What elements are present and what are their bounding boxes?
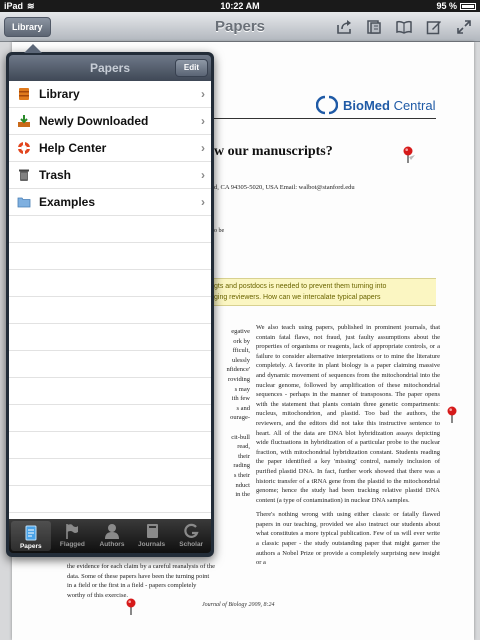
biomed-logo-mark: [316, 94, 338, 116]
list-item-label: Examples: [39, 195, 96, 209]
empty-row: [9, 270, 211, 297]
list-item-examples[interactable]: [9, 189, 211, 216]
battery-indicator: 95 %: [436, 0, 476, 12]
book-icon[interactable]: [394, 17, 414, 37]
text-fragment: read,: [237, 443, 250, 451]
collection-list: [9, 81, 211, 519]
text-fragment: cit-bull: [231, 433, 250, 441]
text-fragment: in the: [235, 491, 250, 499]
text-fragment: their: [238, 452, 250, 460]
tab-label: Scholar: [179, 541, 204, 548]
folder-icon: [17, 195, 31, 209]
toolbar-icons: [334, 17, 474, 37]
tab-papers[interactable]: [11, 521, 51, 551]
lifebuoy-icon: [17, 141, 31, 155]
list-item-help-center[interactable]: [9, 135, 211, 162]
tab-journals[interactable]: [132, 519, 172, 553]
text-fragment: nduct: [235, 481, 250, 489]
highlighted-passage[interactable]: [214, 278, 436, 306]
paragraph: We also teach using papers, published in prominent journals, that contain fatal flaws, not fraud, just faulty assumptions about the properties of organisms or reagents, lack of appropriate controls, or a failure to consider alternative interpretations or to mine the literature completely. A favorite in plant biology is a paper claiming massive and dynamic movement of sequences from the mitochondrial into the nuclear genome, followed by amplification of these mitochondrial sequences - perhaps in the manner of transposons. The paper opens with the statement that plants contain three genetic compartments: nucleus, mitochondrion, and plastid. Too bad the authors, the reviewers, and the editors did not take this instructive sentence to heart. All of the data are DNA blot hybridization assays depicting wide fluctuations in hybridization of a particular probe to the nuclear fraction, with mitochondrial hybridization constant. Students reading the paper identified a key 'missing' control, namely inclusion of purified plastid DNA. In fact, further work showed that there was a historic transfer of a tRNA gene from the plastid to the mitochondrial genome; hence the study had been tracking relative plastid DNA content (a type of contamination) in nuclear DNA samples.: [256, 324, 440, 504]
list-item-label: Newly Downloaded: [39, 114, 149, 128]
annotation-pin-icon[interactable]: [125, 598, 139, 616]
left-column-fragments: [214, 327, 250, 500]
list-item-label: Trash: [39, 168, 72, 182]
text-fragment: ork by: [233, 337, 250, 345]
list-item-label: Library: [39, 87, 80, 101]
tab-label: Flagged: [59, 541, 85, 548]
annotation-pin-icon[interactable]: [402, 146, 416, 164]
flag-icon: [63, 522, 81, 540]
tab-label: Journals: [138, 541, 166, 548]
text-fragment: [214, 423, 250, 433]
text-fragment: nfidence': [226, 366, 250, 374]
papers-popover: [6, 52, 214, 557]
empty-row: [9, 324, 211, 351]
tab-label: Authors: [99, 541, 125, 548]
edit-button[interactable]: Edit: [175, 59, 208, 77]
text-fragment: s may: [234, 385, 250, 393]
tab-bar: [9, 519, 211, 553]
popover-title: Papers: [89, 61, 131, 75]
empty-row: [9, 216, 211, 243]
wifi-icon: ≋: [27, 1, 35, 11]
text-fragment: fficult,: [232, 347, 250, 355]
empty-row: [9, 297, 211, 324]
text-fragment: s their: [233, 471, 250, 479]
journal-footer: Journal of Biology 2009, 8:24: [202, 602, 275, 608]
page-title: Papers: [214, 18, 266, 35]
papers-tab-icon: [22, 524, 40, 542]
chevron-right-icon: ›: [201, 195, 205, 209]
publisher-logo: [316, 94, 435, 116]
tab-scholar[interactable]: [171, 519, 211, 553]
tab-authors[interactable]: [92, 519, 132, 553]
download-icon: [17, 114, 31, 128]
compose-icon[interactable]: [424, 17, 444, 37]
chevron-right-icon: ›: [201, 168, 205, 182]
chevron-right-icon: ›: [201, 141, 205, 155]
tab-label: Papers: [19, 543, 42, 550]
trash-icon: [17, 168, 31, 182]
share-icon[interactable]: [334, 17, 354, 37]
battery-icon: [460, 3, 476, 10]
left-column-bottom-text: the evidence for each claim by a careful reanalysis of the data. Some of these papers have been the turning point in a field or the first in a field - papers completely worthy of this exercise.: [67, 563, 215, 599]
publisher-name: BioMed Central: [343, 97, 436, 113]
text-fragment: ourage-: [230, 414, 250, 422]
text-fragment: s and: [236, 404, 250, 412]
clock: 10:22 AM: [220, 1, 260, 11]
text-fragment: ulessly: [231, 356, 250, 364]
tab-flagged[interactable]: [53, 519, 93, 553]
chevron-right-icon: ›: [201, 114, 205, 128]
text-fragment: rading: [233, 462, 250, 470]
list-item-label: Help Center: [39, 141, 107, 155]
list-item-newly-downloaded[interactable]: [9, 108, 211, 135]
empty-row: [9, 459, 211, 486]
article-title: w our manuscripts?: [214, 144, 333, 159]
popover-header: [9, 55, 211, 81]
text-fragment: o be: [214, 228, 225, 234]
empty-row: [9, 378, 211, 405]
highlight-line: ging reviewers. How can we intercalate typical papers: [214, 294, 381, 301]
highlight-line: gts and postdocs is needed to prevent them turning into: [214, 283, 387, 290]
author-affiliation: d, CA 94305-5020, USA Email: walbot@stanford.edu: [214, 184, 355, 191]
empty-row: [9, 405, 211, 432]
popover-arrow: [24, 44, 42, 53]
person-icon: [103, 522, 121, 540]
text-fragment: roviding: [227, 375, 250, 383]
status-bar: [0, 0, 480, 12]
navigation-bar: [0, 12, 480, 42]
expand-icon[interactable]: [454, 17, 474, 37]
list-item-trash[interactable]: [9, 162, 211, 189]
text-fragment: ith few: [231, 395, 250, 403]
device-label: iPad ≋: [4, 1, 35, 11]
empty-row: [9, 243, 211, 270]
paragraph: There's nothing wrong with using either classic or fatally flawed papers in our teaching, provided we also instruct our students about what constitutes a more typical publication. Few of us will ever write a classic paper - the study outstanding paper that might garner the authors a Nobel Prize or provide a completely surprising new insight or a: [256, 511, 440, 567]
list-item-library[interactable]: [9, 81, 211, 108]
journal-icon: [143, 522, 161, 540]
scholar-icon: [182, 522, 200, 540]
collection-icon[interactable]: [364, 17, 384, 37]
empty-row: [9, 486, 211, 513]
empty-row: [9, 432, 211, 459]
text-fragment: egative: [231, 328, 250, 335]
library-back-button[interactable]: Library: [4, 17, 51, 37]
header-rule: [214, 118, 436, 119]
library-icon: [17, 87, 31, 101]
annotation-pin-icon[interactable]: [446, 406, 460, 424]
right-column-text: [256, 323, 440, 568]
empty-row: [9, 351, 211, 378]
chevron-right-icon: ›: [201, 87, 205, 101]
